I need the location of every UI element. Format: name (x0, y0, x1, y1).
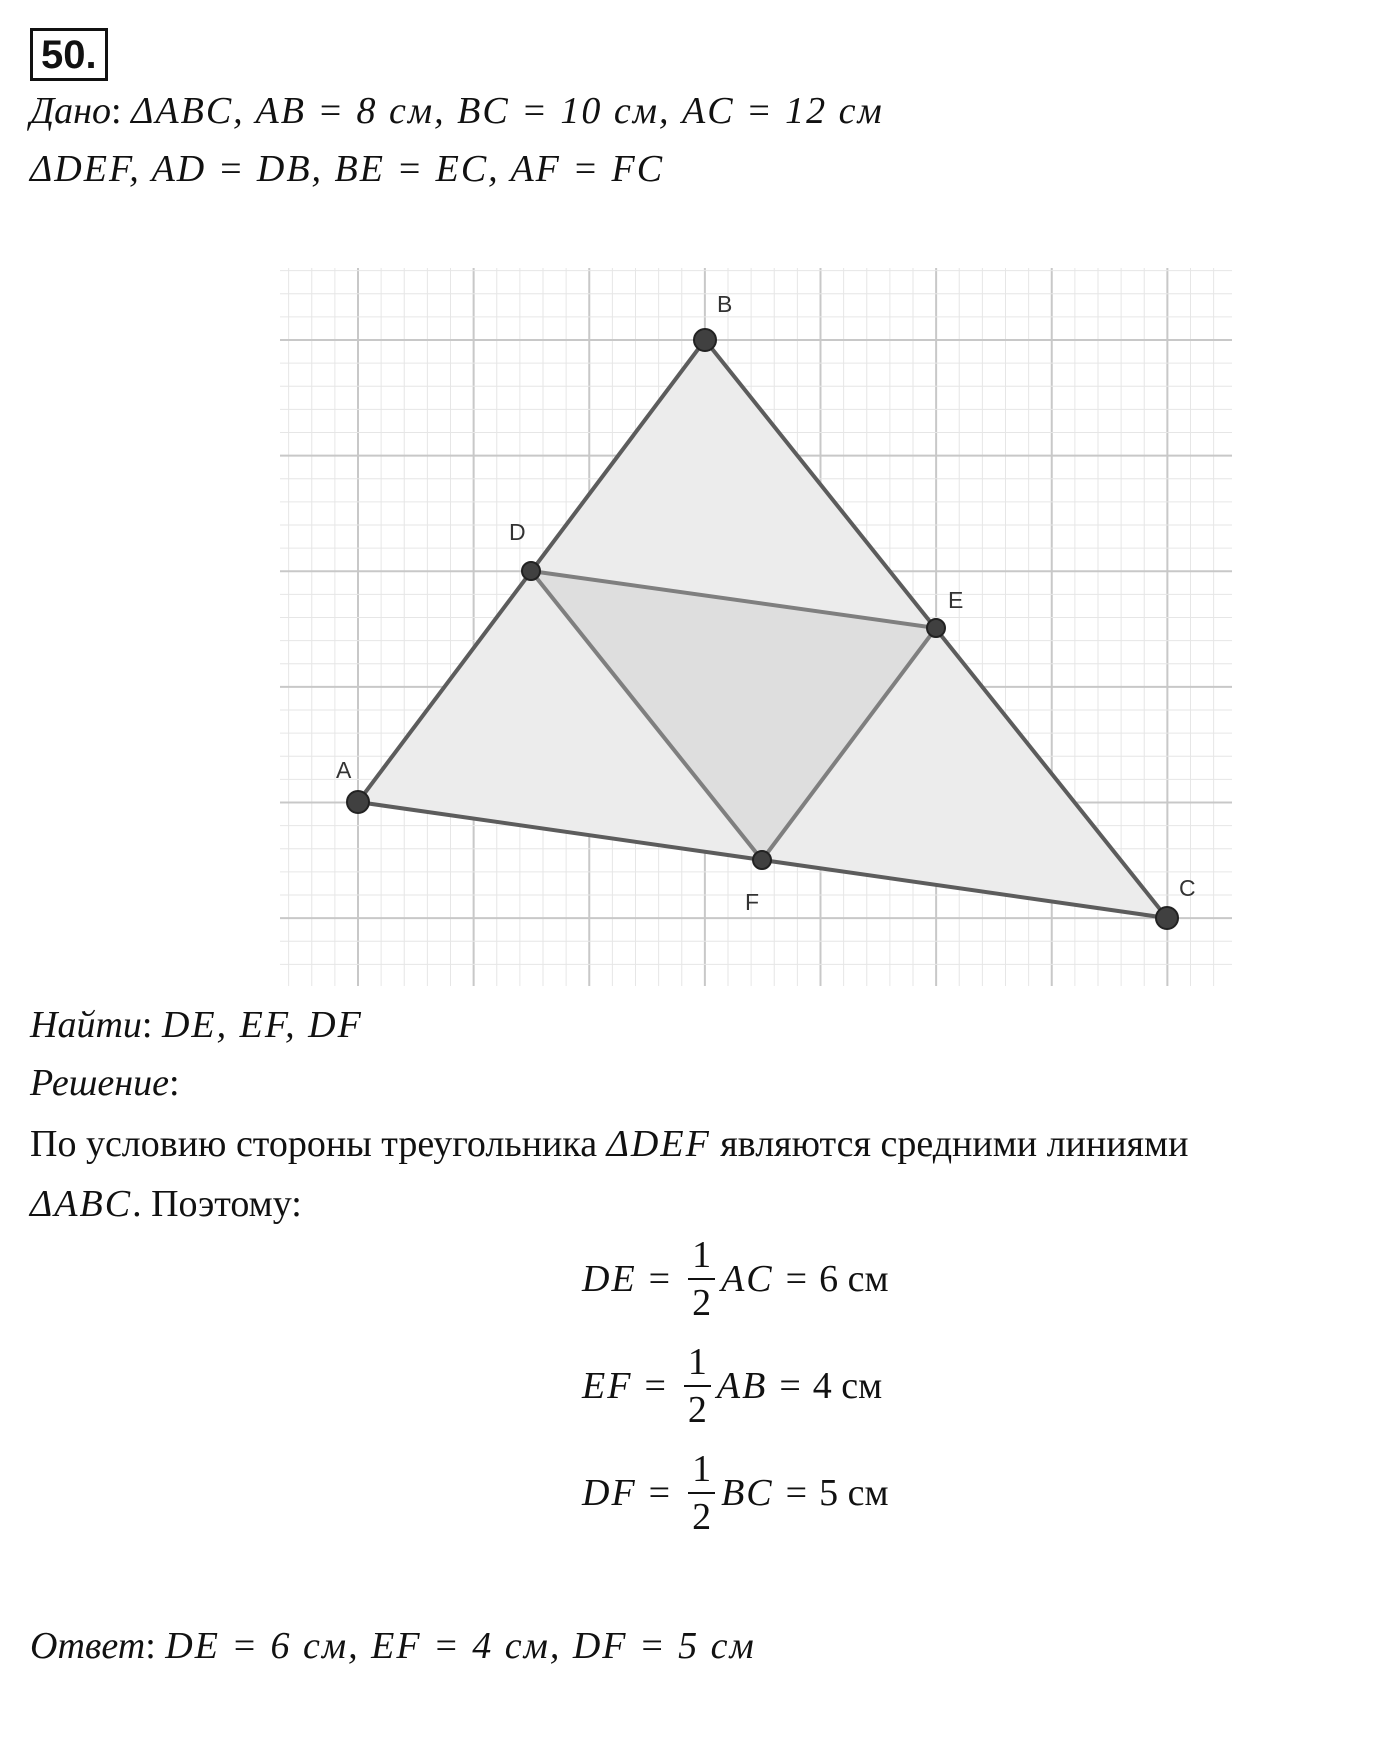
fraction (684, 1343, 711, 1429)
fraction (688, 1450, 715, 1536)
solution-label: Решение (30, 1062, 169, 1104)
answer-text: DE = 6 см, EF = 4 см, DF = 5 см (165, 1625, 756, 1667)
point-a (347, 791, 369, 813)
solution-text-2: являются средними линиями (710, 1123, 1189, 1165)
point-b (694, 329, 716, 351)
point-f (753, 851, 771, 869)
answer-line: Ответ: DE = 6 см, EF = 4 см, DF = 5 см (30, 1625, 756, 1667)
eq-side: AB (716, 1365, 768, 1407)
solution-heading: Решение: (30, 1062, 180, 1104)
fraction (688, 1236, 715, 1322)
find-label: Найти (30, 1004, 142, 1046)
label-c: C (1179, 875, 1196, 901)
fraction-numerator: 1 (688, 1450, 715, 1494)
solution-triangle-def: ΔDEF (606, 1123, 711, 1165)
given-label: Дано (30, 90, 112, 132)
label-a: A (336, 757, 352, 783)
fraction-numerator: 1 (684, 1343, 711, 1387)
eq-lhs: DE (582, 1258, 637, 1300)
given-math-2: ΔDEF, AD = DB, BE = EC, AF = FC (30, 148, 665, 190)
equation-ef: EF = $\frac{1}{2}$ AB = 4 см (582, 1341, 883, 1431)
solution-text-3: . Поэтому: (132, 1183, 302, 1225)
eq-result: 4 см (812, 1365, 883, 1407)
problem-number: 50. (30, 28, 108, 81)
given-math-1: ΔABC, AB = 8 см, BC = 10 см, AC = 12 см (131, 90, 884, 132)
answer-label: Ответ (30, 1625, 146, 1667)
label-b: B (717, 291, 733, 317)
find-line: Найти: DE, EF, DF (30, 1004, 363, 1046)
solution-triangle-abc: ΔABC (30, 1183, 133, 1225)
eq-side: AC (721, 1258, 774, 1300)
fraction-numerator: 1 (688, 1236, 715, 1280)
fraction-denominator: 2 (692, 1496, 712, 1538)
point-e (927, 619, 945, 637)
solution-text-line-2 (30, 1185, 302, 1223)
point-d (522, 562, 540, 580)
solution-text-line-1 (30, 1125, 1188, 1163)
eq-result: 5 см (819, 1472, 889, 1514)
equation-de: DE = $\frac{1}{2}$ AC = 6 см (582, 1234, 889, 1324)
fraction-denominator: 2 (687, 1389, 707, 1431)
eq-lhs: DF (582, 1472, 637, 1514)
label-f: F (745, 889, 760, 915)
label-e: E (948, 587, 964, 613)
label-d: D (509, 519, 526, 545)
equation-df: DF = $\frac{1}{2}$ BC = 5 см (582, 1448, 889, 1538)
find-text: DE, EF, DF (161, 1004, 363, 1046)
eq-side: BC (721, 1472, 774, 1514)
solution-text-1: По условию стороны треугольника (30, 1123, 607, 1165)
point-c (1156, 907, 1178, 929)
given-line-1: Дано: ΔABC, AB = 8 см, BC = 10 см, AC = 12 см (30, 90, 884, 132)
eq-result: 6 см (819, 1258, 889, 1300)
eq-lhs: EF (582, 1365, 633, 1407)
fraction-denominator: 2 (692, 1282, 712, 1324)
